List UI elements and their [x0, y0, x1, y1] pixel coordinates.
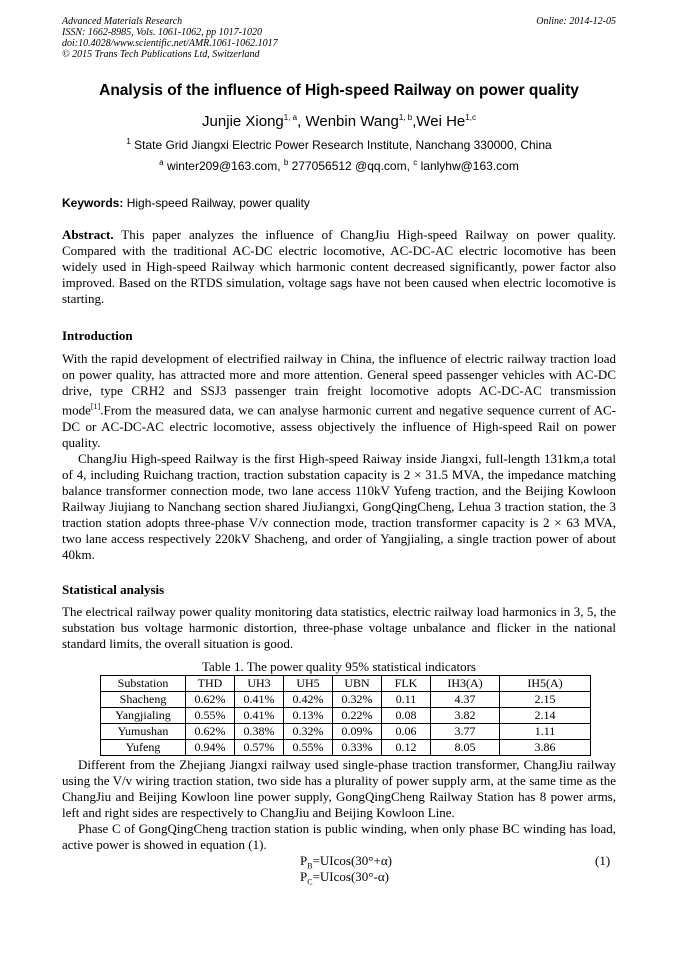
- table-cell: 2.14: [500, 708, 591, 724]
- table-row: [101, 708, 591, 724]
- author-name: Junjie Xiong: [202, 113, 284, 130]
- keywords: [62, 196, 310, 210]
- col-header: UH3: [235, 676, 284, 692]
- table-cell: Shacheng: [101, 692, 186, 708]
- statistical-paragraph-1: [62, 604, 616, 652]
- author-name: Wenbin Wang: [305, 113, 399, 130]
- table-cell: 0.06: [382, 724, 431, 740]
- eq-symbol: P: [300, 869, 308, 884]
- email-mark: c: [413, 158, 418, 167]
- eq-symbol: P: [300, 853, 308, 868]
- eq-rhs: =UIcos(30°-α): [312, 869, 389, 884]
- table-cell: Yumushan: [101, 724, 186, 740]
- keywords-text: High-speed Railway, power quality: [126, 196, 310, 210]
- introduction-body: [62, 351, 616, 564]
- statistical-paragraphs: [62, 757, 616, 854]
- citation-ref[interactable]: [1]: [90, 402, 101, 412]
- email-link[interactable]: 277056512 @qq.com,: [291, 159, 414, 173]
- email-mark: b: [283, 158, 289, 167]
- table-row: [101, 692, 591, 708]
- equation-number: (1): [595, 853, 611, 868]
- table-row: [101, 740, 591, 756]
- author-name: Wei He: [416, 113, 466, 130]
- keywords-label: Keywords:: [62, 196, 124, 210]
- table-cell: 1.11: [500, 724, 591, 740]
- stat-paragraph-1: The electrical railway power quality monitoring data statistics, electric railway load harmonics in 3, 5, the substation bus voltage harmonic distortion, three-phase voltage unbalance and flicker in the national standard limits, the overall situation is good.: [62, 604, 616, 652]
- table-cell: 0.62%: [186, 724, 235, 740]
- email-link[interactable]: lanlyhw@163.com: [420, 159, 519, 173]
- author-affiliation-mark: 1,c: [465, 113, 476, 122]
- power-quality-table: [100, 675, 591, 756]
- table-cell: 0.11: [382, 692, 431, 708]
- table-cell: 2.15: [500, 692, 591, 708]
- table-cell: 0.08: [382, 708, 431, 724]
- online-date: Online: 2014-12-05: [536, 16, 616, 27]
- email-list: [0, 158, 678, 173]
- col-header: FLK: [382, 676, 431, 692]
- abstract-text: This paper analyzes the influence of ChangJiu High-speed Railway on power quality. Compared with the traditional AC-DC electric locomotive, AC-DC-AC electric locomotive has been widely used in High-speed Railway which harmonic content decreased significantly, power factor also improved. Based on the RTDS simulation, voltage sags have not been caused when electric locomotive is starting.: [62, 227, 617, 307]
- table-cell: 0.32%: [284, 724, 333, 740]
- abstract-label: Abstract.: [62, 227, 114, 242]
- table-cell: 0.38%: [235, 724, 284, 740]
- table-cell: 3.77: [431, 724, 500, 740]
- table-cell: 0.57%: [235, 740, 284, 756]
- table-cell: 0.32%: [333, 692, 382, 708]
- doi-line: doi:10.4028/www.scientific.net/AMR.1061-1062.1017: [62, 38, 278, 49]
- col-header: THD: [186, 676, 235, 692]
- col-header: UH5: [284, 676, 333, 692]
- table-cell: 8.05: [431, 740, 500, 756]
- stat-paragraph-2: Different from the Zhejiang Jiangxi railway used single-phase traction transformer, ChangJiu railway using the V/v wiring traction station, two side has a plurality of power supply arm, at the same time as the ChangJiu and Beijing Kowloon line power supply, GongQingCheng Railway Station has 8 power arms, left and right sides are respectively to ChangJiu and Beijing Kowloon Line.: [62, 757, 616, 821]
- intro-paragraph-2: ChangJiu High-speed Railway is the first High-speed Raiway inside Jiangxi, full-length 131km,a total of 4, including Ruichang traction, traction substation capacity is 2 × 31.5 MVA, the impedance matching balance transformer connection mode, two lane access 110kV Yufeng traction, and the Beijing Kowloon Railway Jiujiang to Nanchang section shared JiuJiangxi, GongQingCheng, Lehua 3 traction station, the 3 traction station adopts three-phase V/v connection mode, traction transformer capacity is 2 × 63 MVA, two lane access respectively 220kV Shacheng, and order of Yangjialing, a single traction power of about 40km.: [62, 450, 616, 563]
- table-cell: 0.22%: [333, 708, 382, 724]
- col-header: UBN: [333, 676, 382, 692]
- table-caption: Table 1. The power quality 95% statistical indicators: [202, 659, 476, 674]
- table-row: [101, 724, 591, 740]
- col-header: IH5(A): [500, 676, 591, 692]
- equation-1: [300, 853, 392, 871]
- eq-rhs: =UIcos(30°+α): [312, 853, 392, 868]
- col-header: Substation: [101, 676, 186, 692]
- journal-name: Advanced Materials Research: [62, 16, 183, 27]
- eq-subscript: B: [307, 861, 313, 871]
- table-cell: Yufeng: [101, 740, 186, 756]
- intro-paragraph-1-cont: .From the measured data, we can analyse harmonic current and negative sequence current of AC-DC or AC-DC-AC electric locomotive, assess objectively the influence of High-speed Rail on power quality.: [62, 402, 616, 450]
- journal-header: [62, 16, 616, 60]
- table-cell: 0.55%: [186, 708, 235, 724]
- paper-title: Analysis of the influence of High-speed Railway on power quality: [99, 82, 579, 99]
- copyright-line: © 2015 Trans Tech Publications Ltd, Switzerland: [62, 49, 260, 60]
- table-cell: 0.12: [382, 740, 431, 756]
- statistical-heading: Statistical analysis: [62, 582, 165, 597]
- author-affiliation-mark: 1, a: [283, 113, 298, 122]
- table-cell: 0.09%: [333, 724, 382, 740]
- table-cell: 0.62%: [186, 692, 235, 708]
- table-cell: 0.41%: [235, 708, 284, 724]
- abstract: [62, 227, 616, 307]
- stat-paragraph-3: Phase C of GongQingCheng traction station is public winding, when only phase BC winding has load, active power is showed in equation (1).: [62, 821, 616, 853]
- table-cell: 4.37: [431, 692, 500, 708]
- col-header: IH3(A): [431, 676, 500, 692]
- introduction-heading: Introduction: [62, 328, 133, 343]
- issn-line: ISSN: 1662-8985, Vols. 1061-1062, pp 1017-1020: [62, 27, 262, 38]
- table-cell: 0.55%: [284, 740, 333, 756]
- equation-2: [300, 869, 389, 887]
- table-cell: 0.13%: [284, 708, 333, 724]
- table-cell: 0.33%: [333, 740, 382, 756]
- table-cell: 3.82: [431, 708, 500, 724]
- affiliation-text: State Grid Jiangxi Electric Power Research Institute, Nanchang 330000, China: [134, 138, 552, 152]
- table-cell: 3.86: [500, 740, 591, 756]
- email-mark: a: [159, 158, 164, 167]
- table-cell: Yangjialing: [101, 708, 186, 724]
- author-affiliation-mark: 1, b: [398, 113, 413, 122]
- table-header-row: [101, 676, 591, 692]
- table-cell: 0.42%: [284, 692, 333, 708]
- affiliation: [0, 137, 678, 152]
- affiliation-mark: 1: [126, 137, 131, 146]
- eq-subscript: C: [307, 877, 313, 887]
- email-link[interactable]: winter209@163.com,: [166, 159, 284, 173]
- table-cell: 0.41%: [235, 692, 284, 708]
- author-list: Junjie Xiong$^{1, a}$, Wenbin Wang$^{1, b}$,Wei He$^{1,c}$: [202, 113, 476, 130]
- table-cell: 0.94%: [186, 740, 235, 756]
- intro-paragraph-1: With the rapid development of electrified railway in China, the influence of electric railway traction load on power quality, has attracted more and more attention. General speed passenger vehicles with AC-DC drive, type CRH2 and SSJ3 passenger train freight locomotive adopts AC-DC-AC transmission mode: [62, 351, 616, 418]
